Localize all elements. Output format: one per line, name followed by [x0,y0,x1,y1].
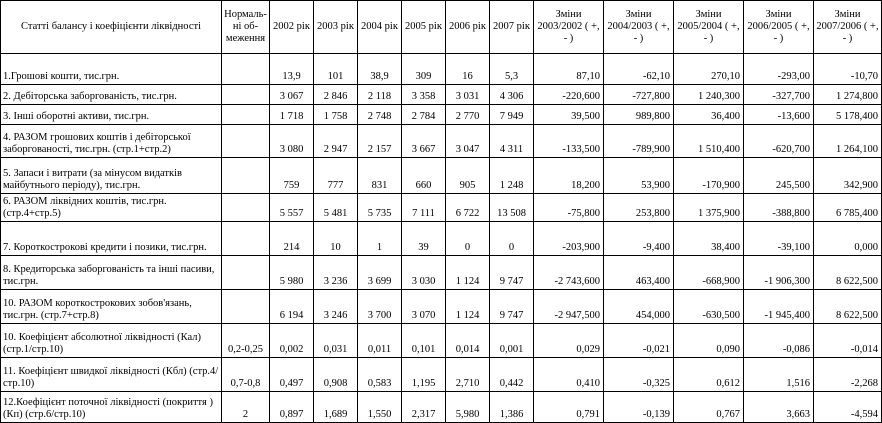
row-norm [222,85,270,105]
year-value: 0,031 [314,324,358,358]
table-row [1,222,882,256]
year-value: 1,195 [402,358,446,392]
year-value: 5 980 [270,256,314,290]
change-value: -75,800 [534,194,604,222]
year-value: 2 846 [314,85,358,105]
year-value: 7 111 [402,194,446,222]
table-row [1,158,882,194]
change-value: 87,10 [534,54,604,85]
year-value: 3 070 [402,290,446,324]
change-value: 1,516 [744,358,814,392]
change-value: 1 240,300 [674,85,744,105]
header-year: 2004 рік [358,1,402,54]
year-value: 3 236 [314,256,358,290]
year-value: 0,002 [270,324,314,358]
change-value: -9,400 [604,222,674,256]
table-row [1,105,882,125]
year-value: 1 718 [270,105,314,125]
year-value: 3 067 [270,85,314,105]
year-value: 0,442 [490,358,534,392]
year-value: 660 [402,158,446,194]
change-value: -727,800 [604,85,674,105]
year-value: 4 311 [490,125,534,158]
change-value: -789,900 [604,125,674,158]
year-value: 1 124 [446,256,490,290]
year-value: 39 [402,222,446,256]
year-value: 0,908 [314,358,358,392]
change-value: 5 178,400 [814,105,882,125]
change-value: 53,900 [604,158,674,194]
row-label: 3. Інші оборотні активи, тис.грн. [1,105,222,125]
year-value: 16 [446,54,490,85]
change-value: -327,700 [744,85,814,105]
year-value: 7 949 [490,105,534,125]
year-value: 1,386 [490,392,534,423]
row-norm: 0,2-0,25 [222,324,270,358]
change-value: 342,900 [814,158,882,194]
change-value: 463,400 [604,256,674,290]
year-value: 38,9 [358,54,402,85]
row-norm [222,105,270,125]
change-value: 8 622,500 [814,256,882,290]
year-value: 1 758 [314,105,358,125]
header-change: Зміни 2007/2006 ( +, - ) [814,1,882,54]
year-value: 6 722 [446,194,490,222]
year-value: 1 124 [446,290,490,324]
table-row [1,125,882,158]
row-label: 8. Кредиторська заборгованість та інші пасиви, тис.грн. [1,256,222,290]
change-value: -2 743,600 [534,256,604,290]
year-value: 1,689 [314,392,358,423]
year-value: 5 735 [358,194,402,222]
header-year: 2003 рік [314,1,358,54]
year-value: 1,550 [358,392,402,423]
year-value: 831 [358,158,402,194]
year-value: 2 947 [314,125,358,158]
table-row [1,290,882,324]
change-value: 1 274,800 [814,85,882,105]
change-value: -4,594 [814,392,882,423]
change-value: -0,021 [604,324,674,358]
change-value: -0,086 [744,324,814,358]
change-value: 0,029 [534,324,604,358]
change-value: -0,325 [604,358,674,392]
change-value: 0,791 [534,392,604,423]
year-value: 2 157 [358,125,402,158]
table-row [1,256,882,290]
row-label: 6. РАЗОМ ліквідних коштів, тис.грн. (стр.4+стр.5) [1,194,222,222]
year-value: 3 047 [446,125,490,158]
row-label: 10. Коефіцієнт абсолютної ліквідності (Кал) (стр.1/стр.10) [1,324,222,358]
year-value: 5 557 [270,194,314,222]
header-norm: Нормаль-ні об-меження [222,1,270,54]
table-row [1,54,882,85]
table-row [1,358,882,392]
row-norm [222,290,270,324]
year-value: 10 [314,222,358,256]
change-value: 0,410 [534,358,604,392]
row-norm [222,256,270,290]
change-value: -0,014 [814,324,882,358]
year-value: 3 031 [446,85,490,105]
row-norm [222,222,270,256]
change-value: 39,500 [534,105,604,125]
row-norm: 0,7-0,8 [222,358,270,392]
table-row [1,194,882,222]
year-value: 2,710 [446,358,490,392]
table-body [1,54,882,423]
year-value: 0,497 [270,358,314,392]
year-value: 0,897 [270,392,314,423]
change-value: -62,10 [604,54,674,85]
change-value: -220,600 [534,85,604,105]
year-value: 9 747 [490,256,534,290]
change-value: -2 947,500 [534,290,604,324]
change-value: 1 264,100 [814,125,882,158]
table-row [1,324,882,358]
year-value: 2 748 [358,105,402,125]
year-value: 2 770 [446,105,490,125]
year-value: 3 699 [358,256,402,290]
year-value: 0 [490,222,534,256]
year-value: 101 [314,54,358,85]
change-value: 8 622,500 [814,290,882,324]
change-value: -2,268 [814,358,882,392]
year-value: 6 194 [270,290,314,324]
row-label: 1.Грошові кошти, тис.грн. [1,54,222,85]
header-item: Статті балансу і коефіцієнти ліквідності [1,1,222,54]
row-norm [222,158,270,194]
year-value: 759 [270,158,314,194]
year-value: 0,011 [358,324,402,358]
change-value: -1 906,300 [744,256,814,290]
row-label: 4. РАЗОМ грошових коштів і дебіторської заборгованості, тис.грн. (стр.1+стр.2) [1,125,222,158]
change-value: 38,400 [674,222,744,256]
row-label: 2. Дебіторська заборгованість, тис.грн. [1,85,222,105]
change-value: -620,700 [744,125,814,158]
change-value: -630,500 [674,290,744,324]
year-value: 0 [446,222,490,256]
row-norm [222,54,270,85]
year-value: 5 481 [314,194,358,222]
year-value: 0,014 [446,324,490,358]
header-row [1,1,882,54]
year-value: 5,3 [490,54,534,85]
change-value: -668,900 [674,256,744,290]
year-value: 4 306 [490,85,534,105]
year-value: 13 508 [490,194,534,222]
year-value: 2 118 [358,85,402,105]
change-value: 989,800 [604,105,674,125]
change-value: 454,000 [604,290,674,324]
change-value: 270,10 [674,54,744,85]
change-value: 36,400 [674,105,744,125]
change-value: 18,200 [534,158,604,194]
year-value: 1 248 [490,158,534,194]
change-value: -13,600 [744,105,814,125]
header-year: 2002 рік [270,1,314,54]
year-value: 3 030 [402,256,446,290]
change-value: -293,00 [744,54,814,85]
row-label: 5. Запаси і витрати (за мінусом видатків майбутнього періоду), тис.грн. [1,158,222,194]
year-value: 905 [446,158,490,194]
change-value: -10,70 [814,54,882,85]
change-value: 0,767 [674,392,744,423]
table-row [1,392,882,423]
year-value: 3 358 [402,85,446,105]
year-value: 214 [270,222,314,256]
change-value: 1 375,900 [674,194,744,222]
table-row [1,85,882,105]
year-value: 0,101 [402,324,446,358]
change-value: 1 510,400 [674,125,744,158]
year-value: 5,980 [446,392,490,423]
change-value: -133,500 [534,125,604,158]
row-norm [222,125,270,158]
change-value: 3,663 [744,392,814,423]
header-change: Зміни 2006/2005 ( +, - ) [744,1,814,54]
change-value: -0,139 [604,392,674,423]
year-value: 2 784 [402,105,446,125]
year-value: 3 700 [358,290,402,324]
year-value: 2,317 [402,392,446,423]
header-change: Зміни 2004/2003 ( +, - ) [604,1,674,54]
header-year: 2007 рік [490,1,534,54]
change-value: 253,800 [604,194,674,222]
header-year: 2005 рік [402,1,446,54]
year-value: 13,9 [270,54,314,85]
year-value: 3 246 [314,290,358,324]
change-value: -388,800 [744,194,814,222]
year-value: 777 [314,158,358,194]
row-norm [222,194,270,222]
row-label: 12.Коефіцієнт поточної ліквідності (покриття ) (Кп) (стр.6/стр.10) [1,392,222,423]
change-value: 6 785,400 [814,194,882,222]
year-value: 3 080 [270,125,314,158]
row-label: 7. Короткострокові кредити і позики, тис.грн. [1,222,222,256]
year-value: 309 [402,54,446,85]
header-year: 2006 рік [446,1,490,54]
year-value: 1 [358,222,402,256]
year-value: 9 747 [490,290,534,324]
year-value: 0,001 [490,324,534,358]
change-value: -1 945,400 [744,290,814,324]
header-change: Зміни 2003/2002 ( +, - ) [534,1,604,54]
change-value: 0,090 [674,324,744,358]
header-change: Зміни 2005/2004 ( +, - ) [674,1,744,54]
change-value: -170,900 [674,158,744,194]
change-value: 0,000 [814,222,882,256]
row-label: 11. Коефіцієнт швидкої ліквідності (Кбл) (стр.4/стр.10) [1,358,222,392]
row-norm: 2 [222,392,270,423]
row-label: 10. РАЗОМ короткострокових зобов'язань, тис.грн. (стр.7+стр.8) [1,290,222,324]
change-value: 0,612 [674,358,744,392]
change-value: -203,900 [534,222,604,256]
year-value: 0,583 [358,358,402,392]
change-value: 245,500 [744,158,814,194]
change-value: -39,100 [744,222,814,256]
year-value: 3 667 [402,125,446,158]
